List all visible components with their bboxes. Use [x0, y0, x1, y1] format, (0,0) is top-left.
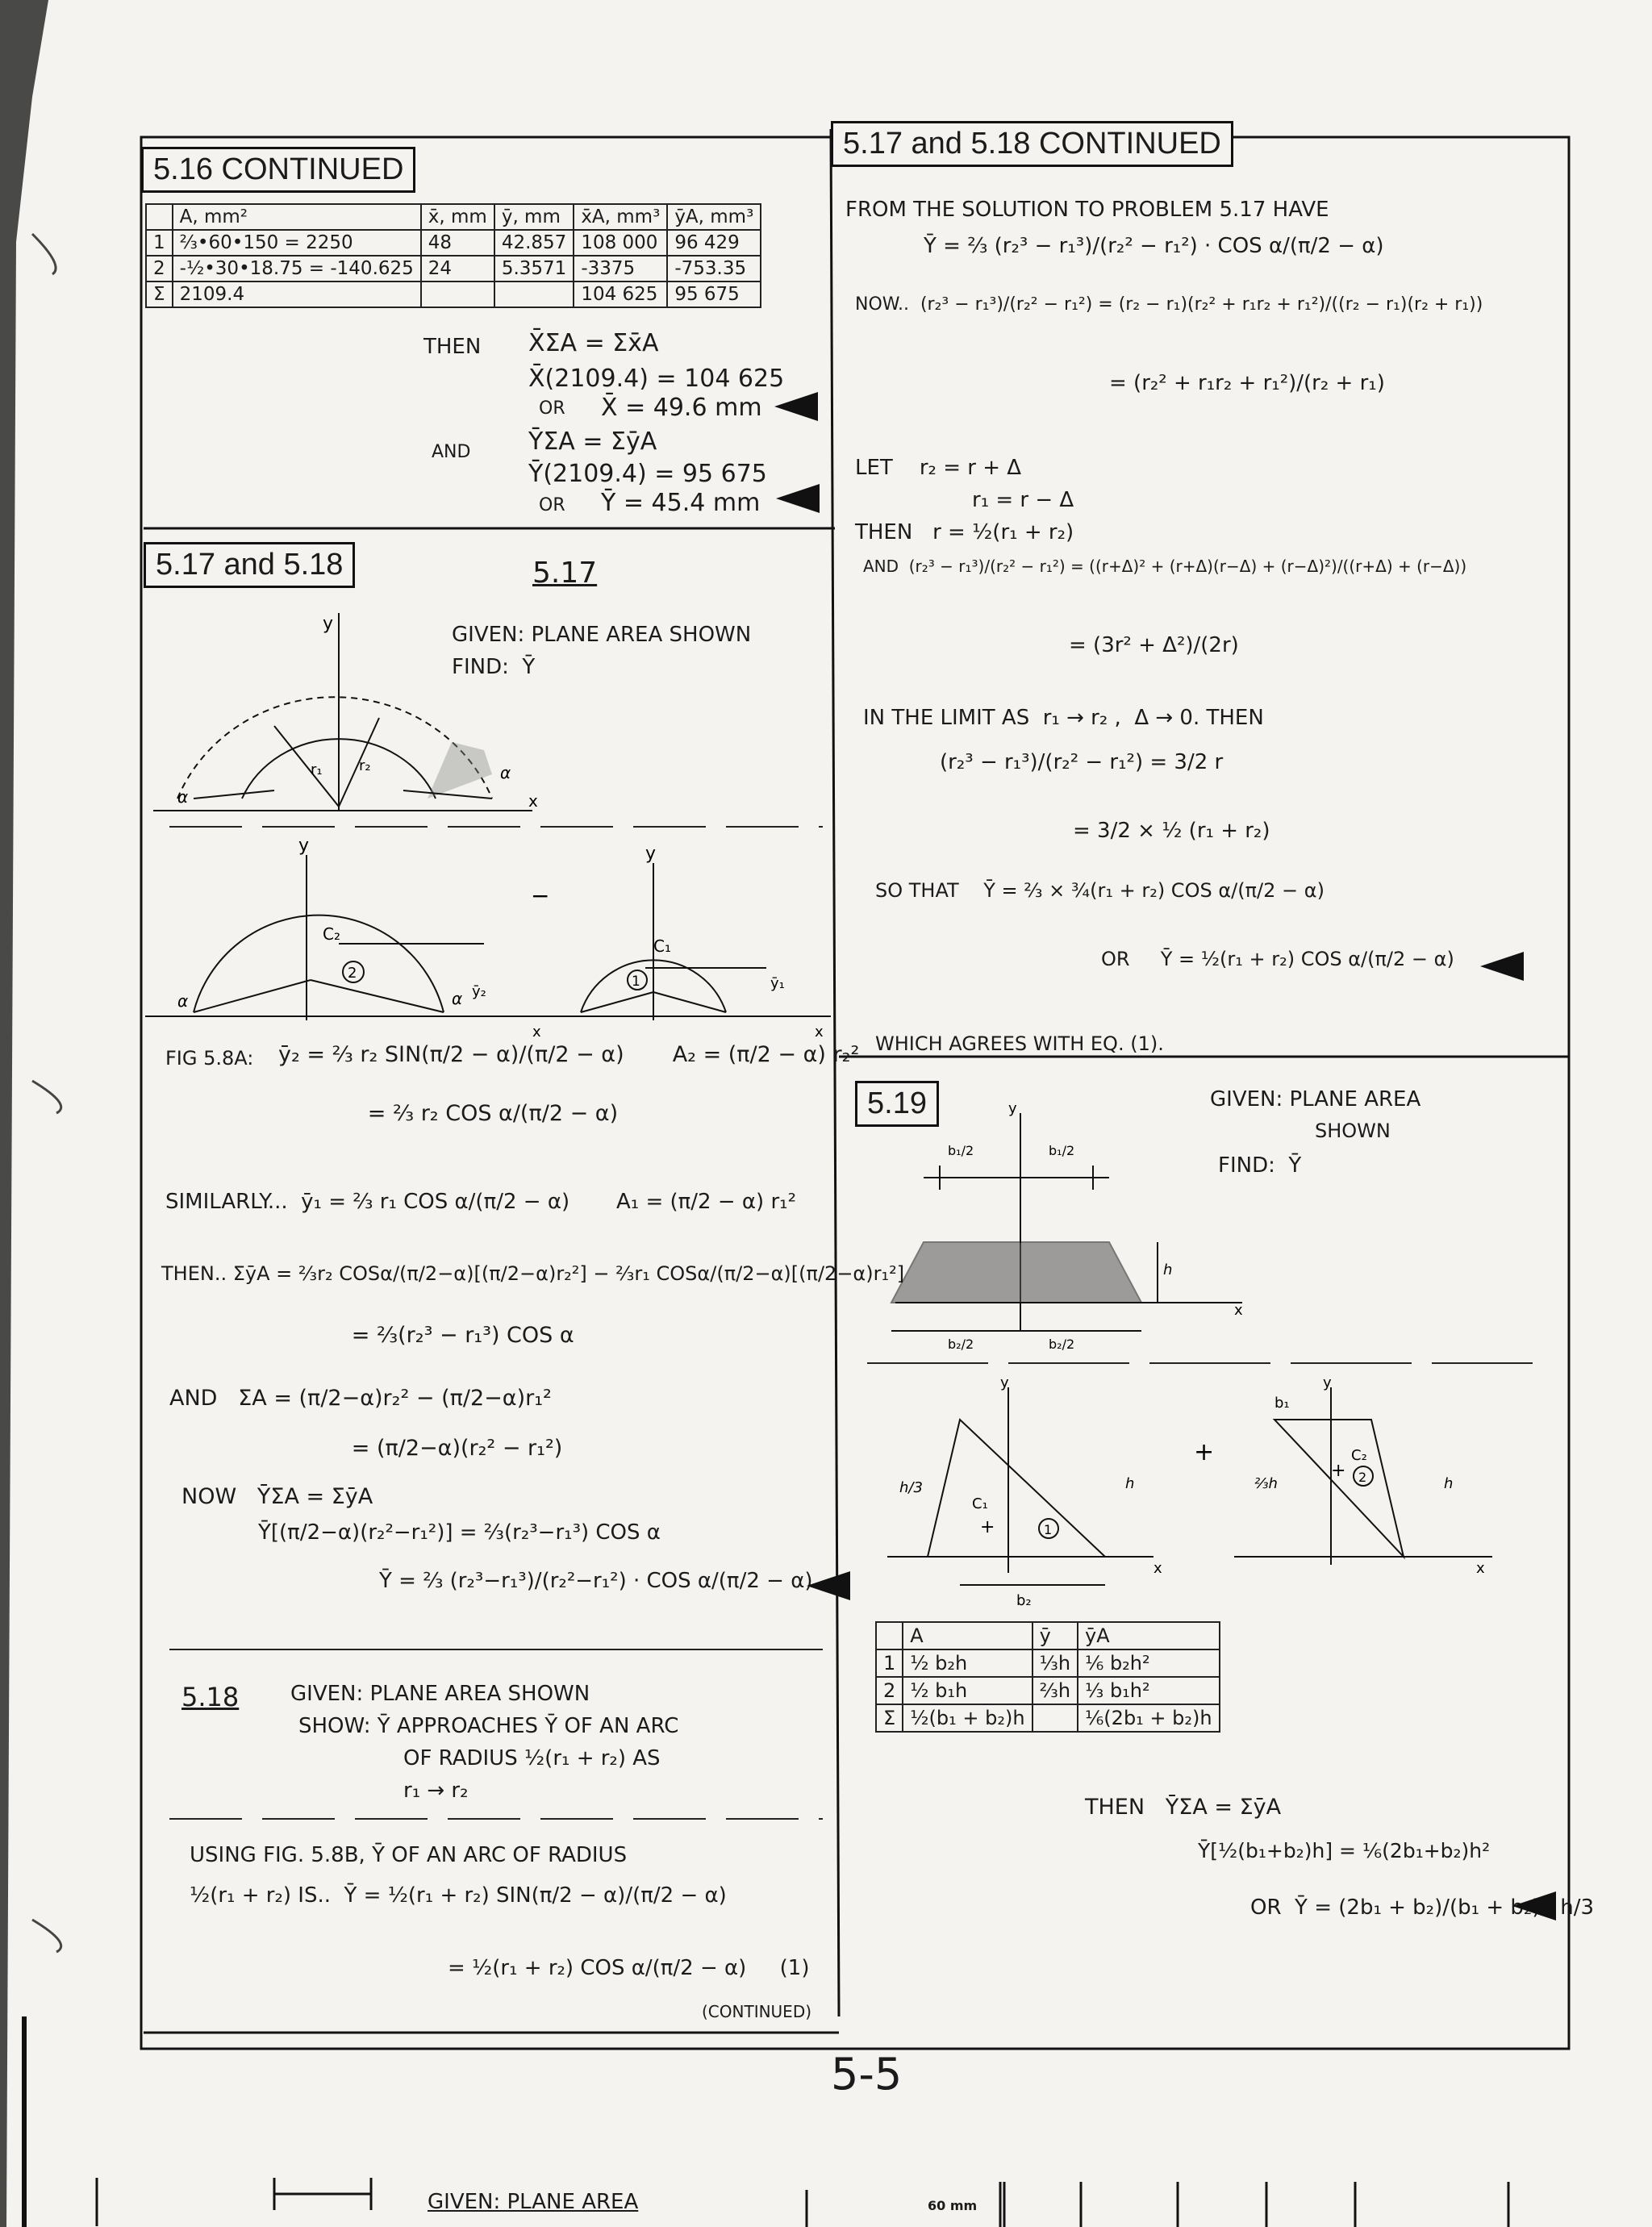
- table-cell: 2: [876, 1677, 903, 1704]
- svg-text:r₂: r₂: [359, 757, 371, 774]
- svg-text:C₁: C₁: [972, 1495, 988, 1512]
- table-cell: 108 000: [574, 230, 667, 256]
- table-cell: Σ: [876, 1704, 903, 1732]
- svg-text:x: x: [532, 1024, 541, 1041]
- table-header-cell: ȳ: [1032, 1622, 1078, 1649]
- subproblem-517: 5.17: [532, 557, 598, 590]
- eq-line: SO THAT Ȳ = ⅔ × ¾(r₁ + r₂) COS α/(π/2 − α): [875, 879, 1325, 902]
- svg-text:h: h: [1163, 1262, 1173, 1278]
- svg-text:α: α: [452, 989, 463, 1008]
- svg-text:b₂/2: b₂/2: [948, 1337, 974, 1352]
- label-and: AND: [432, 442, 471, 462]
- eq-line: LET r₂ = r + Δ: [855, 456, 1022, 480]
- svg-text:x: x: [1234, 1302, 1243, 1319]
- table-header-cell: x̄A, mm³: [574, 204, 667, 230]
- table-cell: [421, 282, 494, 307]
- svg-text:h/3: h/3: [899, 1479, 923, 1496]
- table-cell: Σ: [146, 282, 173, 307]
- eq-line: = ⅔(r₂³ − r₁³) COS α: [331, 1323, 574, 1348]
- eq-line: = (r₂² + r₁r₂ + r₁²)/(r₂ + r₁): [1109, 371, 1385, 395]
- eq-line: OR Ȳ = (2b₁ + b₂)/(b₁ + b₂) · h/3: [1250, 1895, 1595, 1920]
- svg-text:b₁/2: b₁/2: [1049, 1143, 1075, 1158]
- svg-text:ȳ₂: ȳ₂: [472, 983, 486, 1000]
- table-cell: ⅙ b₂h²: [1078, 1649, 1220, 1677]
- svg-text:x: x: [1153, 1560, 1162, 1577]
- svg-text:2: 2: [1358, 1470, 1367, 1485]
- show-518-line3: r₁ → r₂: [403, 1779, 469, 1803]
- given-517: GIVEN: PLANE AREA SHOWN: [452, 623, 752, 647]
- table-cell: 1: [146, 230, 173, 256]
- svg-text:α: α: [177, 787, 189, 807]
- eq-line: NOW ȲΣA = ΣȳA: [181, 1484, 373, 1509]
- figure-ring-sector: [145, 605, 831, 839]
- svg-text:α: α: [177, 991, 189, 1011]
- eq-line: AND (r₂³ − r₁³)/(r₂² − r₁²) = ((r+Δ)² + (r+Δ)(r−Δ) + (r−Δ)²)/((r+Δ) + (r−Δ)): [863, 557, 1467, 576]
- show-518-line2: OF RADIUS ½(r₁ + r₂) AS: [403, 1746, 661, 1770]
- table-cell: ⅙(2b₁ + b₂)h: [1078, 1704, 1220, 1732]
- svg-text:y: y: [1008, 1100, 1017, 1117]
- table-cell: 42.857: [494, 230, 574, 256]
- eq-line: USING FIG. 5.8B, Ȳ OF AN ARC OF RADIUS: [190, 1843, 628, 1867]
- eq-line: OR Ȳ = ½(r₁ + r₂) COS α/(π/2 − α): [1101, 948, 1454, 970]
- footer-given: GIVEN: PLANE AREA: [428, 2190, 639, 2214]
- table-header-cell: [146, 204, 173, 230]
- svg-text:+: +: [1194, 1438, 1215, 1466]
- eq-line: r₁ = r − Δ: [972, 488, 1074, 512]
- figure-decomposition: [145, 839, 831, 1041]
- eq-line: Ȳ = ⅔ (r₂³−r₁³)/(r₂²−r₁²) · COS α/(π/2 − α): [379, 1569, 813, 1593]
- table-row: [876, 1649, 1220, 1677]
- table-header-cell: A, mm²: [173, 204, 421, 230]
- table-header-cell: [876, 1622, 903, 1649]
- eq-line: Ȳ = 45.4 mm: [601, 489, 761, 517]
- table-cell: 96 429: [667, 230, 761, 256]
- show-518: SHOW: Ȳ APPROACHES Ȳ OF AN ARC: [298, 1714, 679, 1738]
- footer-scale: 60 mm: [928, 2198, 978, 2213]
- table-cell: 24: [421, 256, 494, 282]
- figure-triangles: [879, 1371, 1573, 1613]
- eq-line: = 3/2 × ½ (r₁ + r₂): [1073, 819, 1270, 843]
- eq-line: ȳ₂ = ⅔ r₂ SIN(π/2 − α)/(π/2 − α) A₂ = (π/2 − α) r₂²: [278, 1042, 860, 1067]
- eq-line: ȲΣA = ΣȳA: [528, 427, 657, 456]
- find-517: FIND: Ȳ: [452, 655, 536, 679]
- eq-line: (r₂³ − r₁³)/(r₂² − r₁²) = 3/2 r: [940, 750, 1224, 774]
- table-header-cell: A: [903, 1622, 1032, 1649]
- table-row: [876, 1704, 1220, 1732]
- eq-line: = (3r² + Δ²)/(2r): [1069, 633, 1239, 657]
- table-cell: ½ b₂h: [903, 1649, 1032, 1677]
- svg-text:+: +: [980, 1517, 995, 1537]
- table-cell: [1032, 1704, 1078, 1732]
- svg-text:C₁: C₁: [653, 936, 671, 956]
- table-row: [876, 1677, 1220, 1704]
- table-header-cell: ȳA, mm³: [667, 204, 761, 230]
- svg-text:x: x: [815, 1024, 824, 1041]
- table-cell: 5.3571: [494, 256, 574, 282]
- eq-line: X̄(2109.4) = 104 625: [528, 365, 785, 393]
- section-title-519: 5.19: [855, 1081, 939, 1127]
- continued-note: (CONTINUED): [702, 2002, 812, 2021]
- svg-text:y: y: [645, 844, 657, 864]
- svg-text:y: y: [1000, 1374, 1009, 1391]
- eq-line: THEN r = ½(r₁ + r₂): [855, 520, 1074, 544]
- svg-text:b₂: b₂: [1016, 1592, 1032, 1609]
- table-cell: 1: [876, 1649, 903, 1677]
- eq-line: Ȳ[(π/2−α)(r₂²−r₁²)] = ⅔(r₂³−r₁³) COS α: [258, 1520, 661, 1545]
- table-cell: -½•30•18.75 = -140.625: [173, 256, 421, 282]
- given-518: GIVEN: PLANE AREA SHOWN: [290, 1682, 590, 1706]
- svg-text:C₂: C₂: [1351, 1447, 1367, 1464]
- table-cell: -753.35: [667, 256, 761, 282]
- answer-arrow: [774, 392, 818, 421]
- eq-line: = ½(r₁ + r₂) COS α/(π/2 − α) (1): [448, 1956, 810, 1980]
- svg-text:C₂: C₂: [323, 924, 340, 944]
- answer-arrow: [776, 484, 820, 513]
- section-title-517: 5.17 and 5.18: [144, 542, 355, 588]
- eq-line: Ȳ(2109.4) = 95 675: [528, 460, 767, 488]
- table-cell: ⅔•60•150 = 2250: [173, 230, 421, 256]
- answer-arrow: [807, 1571, 850, 1600]
- table-cell: [494, 282, 574, 307]
- table-header-cell: x̄, mm: [421, 204, 494, 230]
- given-519-line2: SHOWN: [1315, 1120, 1391, 1142]
- label-or: OR: [539, 495, 565, 515]
- eq-line: X̄ = 49.6 mm: [601, 394, 762, 422]
- table-cell: 104 625: [574, 282, 667, 307]
- eq-line: FROM THE SOLUTION TO PROBLEM 5.17 HAVE: [845, 198, 1329, 222]
- page-number: 5-5: [831, 2049, 903, 2100]
- svg-text:r₁: r₁: [311, 761, 323, 778]
- eq-line: NOW.. (r₂³ − r₁³)/(r₂² − r₁²) = (r₂ − r₁)(r₂² + r₁r₂ + r₁²)/((r₂ − r₁)(r₂ + r₁)): [855, 294, 1483, 315]
- svg-text:y: y: [323, 614, 334, 634]
- svg-text:b₁/2: b₁/2: [948, 1143, 974, 1158]
- eq-line: Ȳ = ⅔ (r₂³ − r₁³)/(r₂² − r₁²) · COS α/(π/2 − α): [924, 234, 1384, 258]
- answer-arrow: [1480, 952, 1524, 981]
- label-or: OR: [539, 398, 565, 419]
- table-cell: ½ b₁h: [903, 1677, 1032, 1704]
- table-cell: 95 675: [667, 282, 761, 307]
- svg-text:1: 1: [1044, 1522, 1053, 1537]
- eq-line: = ⅔ r₂ COS α/(π/2 − α): [347, 1101, 619, 1126]
- table-516: [145, 203, 761, 308]
- svg-text:x: x: [1476, 1560, 1485, 1577]
- svg-text:y: y: [1323, 1374, 1332, 1391]
- table-row: [146, 282, 761, 307]
- svg-text:α: α: [500, 763, 511, 782]
- eq-line: = (π/2−α)(r₂² − r₁²): [331, 1436, 563, 1461]
- eq-line: THEN ȲΣA = ΣȳA: [1085, 1795, 1282, 1820]
- eq-line: AND ΣA = (π/2−α)r₂² − (π/2−α)r₁²: [169, 1386, 552, 1411]
- table-row: [146, 256, 761, 282]
- svg-text:y: y: [298, 839, 310, 856]
- svg-text:h: h: [1444, 1475, 1454, 1492]
- eq-line: Ȳ[½(b₁+b₂)h] = ⅙(2b₁+b₂)h²: [1198, 1839, 1491, 1862]
- table-cell: ⅔h: [1032, 1677, 1078, 1704]
- eq-line: SIMILARLY... ȳ₁ = ⅔ r₁ COS α/(π/2 − α) A₁ = (π/2 − α) r₁²: [165, 1190, 796, 1214]
- svg-text:−: −: [531, 882, 550, 909]
- eq-line: THEN.. ΣȳA = ⅔r₂ COSα/(π/2−α)[(π/2−α)r₂²] − ⅔r₁ COSα/(π/2−α)[(π/2−α)r₁²]: [161, 1262, 905, 1285]
- given-519: GIVEN: PLANE AREA: [1210, 1087, 1421, 1111]
- eq-line: X̄ΣA = Σx̄A: [528, 329, 659, 357]
- table-519: [875, 1621, 1220, 1733]
- eq-line: ½(r₁ + r₂) IS.. Ȳ = ½(r₁ + r₂) SIN(π/2 − α)/(π/2 − α): [190, 1883, 727, 1908]
- fig-label-58a: FIG 5.8A:: [165, 1047, 254, 1070]
- table-cell: ½(b₁ + b₂)h: [903, 1704, 1032, 1732]
- svg-text:1: 1: [632, 974, 640, 990]
- table-cell: 2109.4: [173, 282, 421, 307]
- svg-text:b₁: b₁: [1274, 1395, 1290, 1412]
- table-header-row: [876, 1622, 1220, 1649]
- table-cell: -3375: [574, 256, 667, 282]
- svg-text:⅔h: ⅔h: [1254, 1475, 1278, 1492]
- eq-line: IN THE LIMIT AS r₁ → r₂ , Δ → 0. THEN: [863, 706, 1264, 730]
- table-cell: ⅓h: [1032, 1649, 1078, 1677]
- eq-line: WHICH AGREES WITH EQ. (1).: [875, 1032, 1164, 1055]
- svg-text:x: x: [528, 791, 538, 811]
- subproblem-518: 5.18: [181, 1682, 240, 1712]
- section-title-517-continued: 5.17 and 5.18 CONTINUED: [831, 121, 1233, 167]
- table-cell: 48: [421, 230, 494, 256]
- table-cell: ⅓ b₁h²: [1078, 1677, 1220, 1704]
- table-row: [146, 230, 761, 256]
- table-cell: 2: [146, 256, 173, 282]
- table-header-cell: ȳA: [1078, 1622, 1220, 1649]
- find-519: FIND: Ȳ: [1218, 1153, 1302, 1178]
- label-then: THEN: [423, 335, 482, 359]
- answer-arrow: [1512, 1891, 1556, 1920]
- svg-text:h: h: [1125, 1475, 1135, 1492]
- svg-text:ȳ₁: ȳ₁: [770, 975, 785, 992]
- figure-trapezoid: [879, 1097, 1573, 1355]
- svg-text:2: 2: [348, 965, 357, 982]
- svg-text:b₂/2: b₂/2: [1049, 1337, 1075, 1352]
- table-header-cell: ȳ, mm: [494, 204, 574, 230]
- section-title-516: 5.16 CONTINUED: [141, 147, 415, 193]
- svg-text:+: +: [1331, 1461, 1346, 1481]
- table-header-row: [146, 204, 761, 230]
